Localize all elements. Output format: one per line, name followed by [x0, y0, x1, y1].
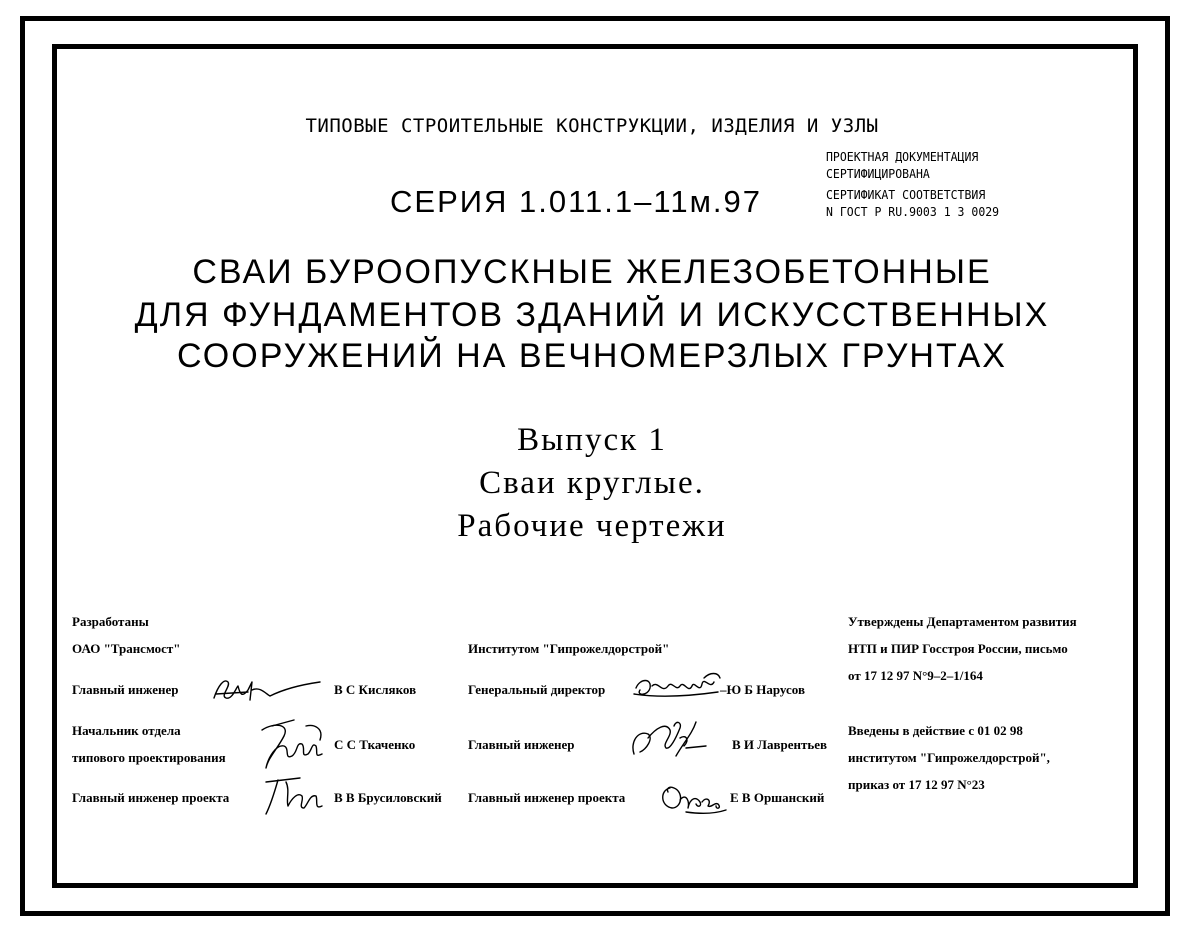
- stamp-line-4: N ГОСТ Р RU.9003 1 3 0029: [826, 204, 1000, 219]
- issue-number: Выпуск 1: [517, 422, 667, 458]
- signature-narusov: [630, 668, 726, 704]
- institute-label: Институтом "Гипрожелдорстрой": [468, 641, 670, 656]
- mid-project-engineer-name: Е В Оршанский: [730, 790, 825, 805]
- director-name: –Ю Б Нарусов: [720, 682, 805, 697]
- director-label: Генеральный директор: [468, 682, 606, 697]
- certification-stamp: [826, 148, 999, 220]
- signature-lavrentyev: [626, 714, 712, 768]
- stamp-line-2: СЕРТИФИЦИРОВАНА: [826, 166, 930, 181]
- dept-head-label-1: Начальник отдела: [72, 723, 181, 738]
- series-category: ТИПОВЫЕ СТРОИТЕЛЬНЫЕ КОНСТРУКЦИИ, ИЗДЕЛИЯ И УЗЛЫ: [305, 115, 879, 137]
- left-project-engineer-label: Главный инженер проекта: [72, 790, 230, 805]
- signature-orshansky: [656, 778, 732, 818]
- left-chief-engineer-name: В С Кисляков: [334, 682, 417, 697]
- document-title-line-2: ДЛЯ ФУНДАМЕНТОВ ЗДАНИЙ И ИСКУССТВЕННЫХ: [134, 296, 1050, 334]
- mid-chief-engineer-name: В И Лаврентьев: [732, 737, 828, 752]
- dept-head-label-2: типового проектирования: [72, 750, 226, 765]
- document-title-line-3: СООРУЖЕНИЙ НА ВЕЧНОМЕРЗЛЫХ ГРУНТАХ: [177, 337, 1007, 375]
- signature-brusilovsky: [256, 770, 330, 820]
- approved-line-1: Утверждены Департаментом развития: [848, 614, 1077, 629]
- document-title-line-1: СВАИ БУРООПУСКНЫЕ ЖЕЛЕЗОБЕТОННЫЕ: [192, 253, 992, 291]
- enacted-line-2: институтом "Гипрожелдорстрой",: [848, 750, 1050, 765]
- dept-head-name: С С Ткаченко: [334, 737, 416, 752]
- developer-org: ОАО "Трансмост": [72, 641, 181, 656]
- issue-subject: Сваи круглые.: [479, 465, 705, 501]
- issue-type: Рабочие чертежи: [457, 508, 727, 544]
- approved-line-3: от 17 12 97 N°9–2–1/164: [848, 668, 983, 683]
- left-project-engineer-name: В В Брусиловский: [334, 790, 442, 805]
- left-chief-engineer-label: Главный инженер: [72, 682, 179, 697]
- mid-project-engineer-label: Главный инженер проекта: [468, 790, 626, 805]
- enacted-line-1: Введены в действие с 01 02 98: [848, 723, 1023, 738]
- developed-label: Разработаны: [72, 614, 149, 629]
- stamp-line-1: ПРОЕКТНАЯ ДОКУМЕНТАЦИЯ: [826, 149, 979, 164]
- stamp-line-3: СЕРТИФИКАТ СООТВЕТСТВИЯ: [826, 187, 986, 202]
- enacted-line-3: приказ от 17 12 97 N°23: [848, 777, 985, 792]
- series-code: СЕРИЯ 1.011.1–11м.97: [390, 184, 762, 219]
- signature-tkachenko: [254, 716, 334, 778]
- approved-line-2: НТП и ПИР Госстроя России, письмо: [848, 641, 1068, 656]
- mid-chief-engineer-label: Главный инженер: [468, 737, 575, 752]
- signature-kislyakov: [208, 672, 328, 706]
